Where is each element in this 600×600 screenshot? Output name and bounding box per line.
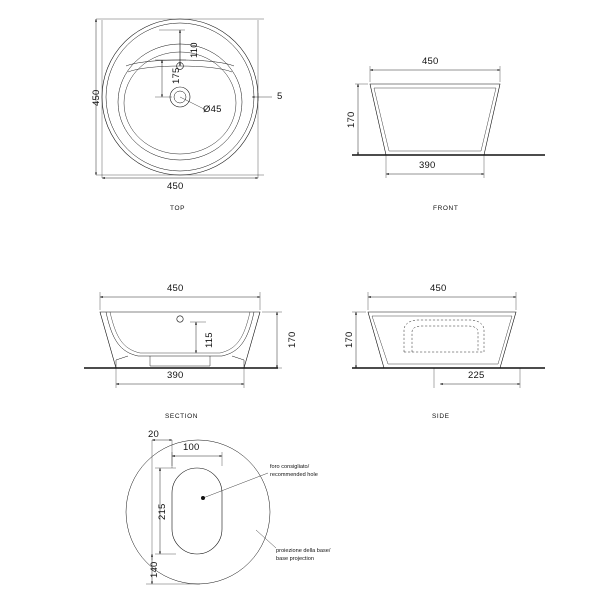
view-side — [352, 292, 545, 388]
dim-section-inner-depth: 115 — [204, 332, 215, 348]
note-recommended-hole-line1: foro consigliato/ — [270, 464, 310, 470]
dim-side-height: 170 — [344, 331, 355, 348]
note-base-projection-line2: base projection — [276, 556, 314, 562]
dim-side-base-width: 225 — [468, 370, 485, 381]
view-label-section: SECTION — [165, 413, 199, 420]
view-label-top: TOP — [170, 205, 186, 212]
dim-side-top-width: 450 — [430, 283, 447, 294]
dim-section-base-width: 390 — [167, 370, 184, 381]
dim-top-rim: 5 — [277, 91, 283, 102]
note-base-projection-line1: proiezione della base/ — [276, 548, 331, 554]
dim-section-top-width: 450 — [167, 283, 184, 294]
note-recommended-hole-line2: recommended hole — [270, 472, 318, 478]
dim-front-top-width: 450 — [422, 56, 439, 67]
dim-top-hole-offset-x: 110 — [189, 42, 200, 58]
dim-detail-hole-width: 100 — [183, 442, 200, 453]
view-label-side: SIDE — [432, 413, 450, 420]
dim-front-base-width: 390 — [419, 160, 436, 171]
dim-top-hole-diameter: Ø45 — [203, 104, 222, 115]
dim-detail-base-height: 140 — [149, 561, 160, 578]
dim-detail-hole-height: 215 — [157, 503, 168, 520]
dim-section-height: 170 — [287, 331, 298, 348]
dim-top-height: 450 — [91, 89, 102, 106]
dim-top-width: 450 — [167, 181, 184, 192]
dim-front-height: 170 — [346, 111, 357, 128]
dim-top-hole-offset-y: 175 — [171, 67, 182, 84]
dim-detail-offset: 20 — [148, 429, 159, 440]
view-front — [352, 66, 545, 178]
view-top — [96, 19, 272, 178]
view-label-front: FRONT — [433, 205, 459, 212]
